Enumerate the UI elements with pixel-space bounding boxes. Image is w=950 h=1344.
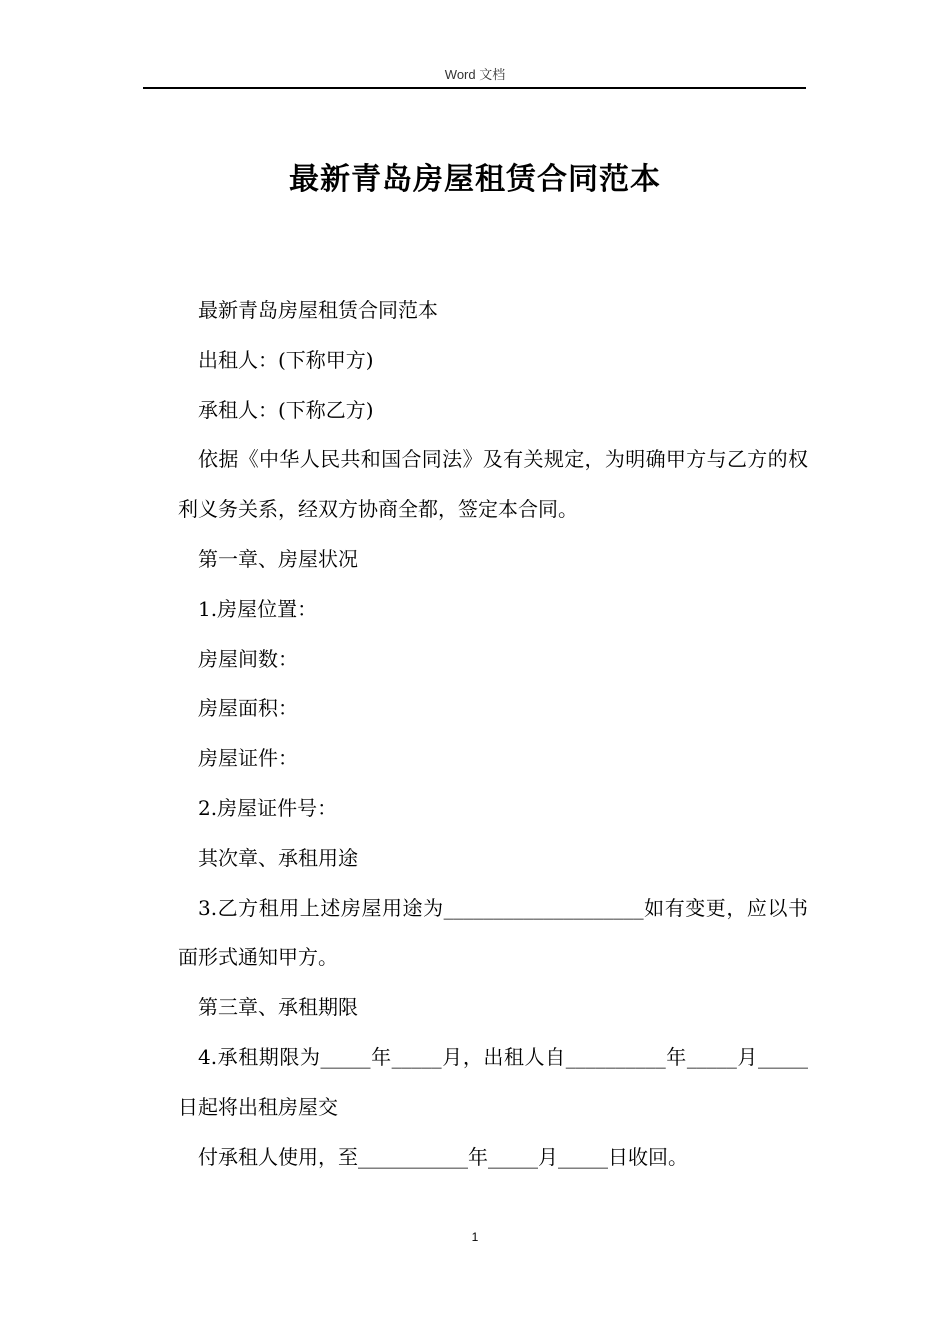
chapter-heading-term: 第三章、承租期限 xyxy=(198,995,358,1020)
paragraph-term-start: 4.承租期限为_____年_____月，出租人自__________年_____月_____日起将出租房屋交 xyxy=(178,1044,808,1119)
document-body xyxy=(178,286,808,1182)
header-divider xyxy=(143,87,806,89)
page-number: 1 xyxy=(471,1230,479,1244)
paragraph-floor-area: 房屋面积： xyxy=(198,696,298,721)
page-header: Word 文档 xyxy=(444,67,506,82)
paragraph-property-location: 1.房屋位置： xyxy=(198,596,318,621)
chapter-heading-usage: 其次章、承租用途 xyxy=(198,845,358,870)
paragraph-term-end: 付承租人使用，至___________年_____月_____日收回。 xyxy=(198,1144,688,1169)
paragraph-lessor: 出租人：(下称甲方) xyxy=(198,347,374,372)
chapter-heading-property: 第一章、房屋状况 xyxy=(198,546,358,571)
paragraph-lessee: 承租人：(下称乙方) xyxy=(198,397,374,422)
document-title: 最新青岛房屋租赁合同范本 xyxy=(289,162,661,197)
paragraph-property-certificate: 房屋证件： xyxy=(198,746,298,771)
paragraph-room-count: 房屋间数： xyxy=(198,646,298,671)
paragraph-certificate-number: 2.房屋证件号： xyxy=(198,795,338,820)
paragraph-legal-basis: 依据《中华人民共和国合同法》及有关规定，为明确甲方与乙方的权利义务关系，经双方协商全都，签定本合同。 xyxy=(178,447,808,522)
paragraph-intro-title: 最新青岛房屋租赁合同范本 xyxy=(198,298,438,322)
paragraph-usage: 3.乙方租用上述房屋用途为____________________如有变更，应以书面形式通知甲方。 xyxy=(178,895,808,970)
